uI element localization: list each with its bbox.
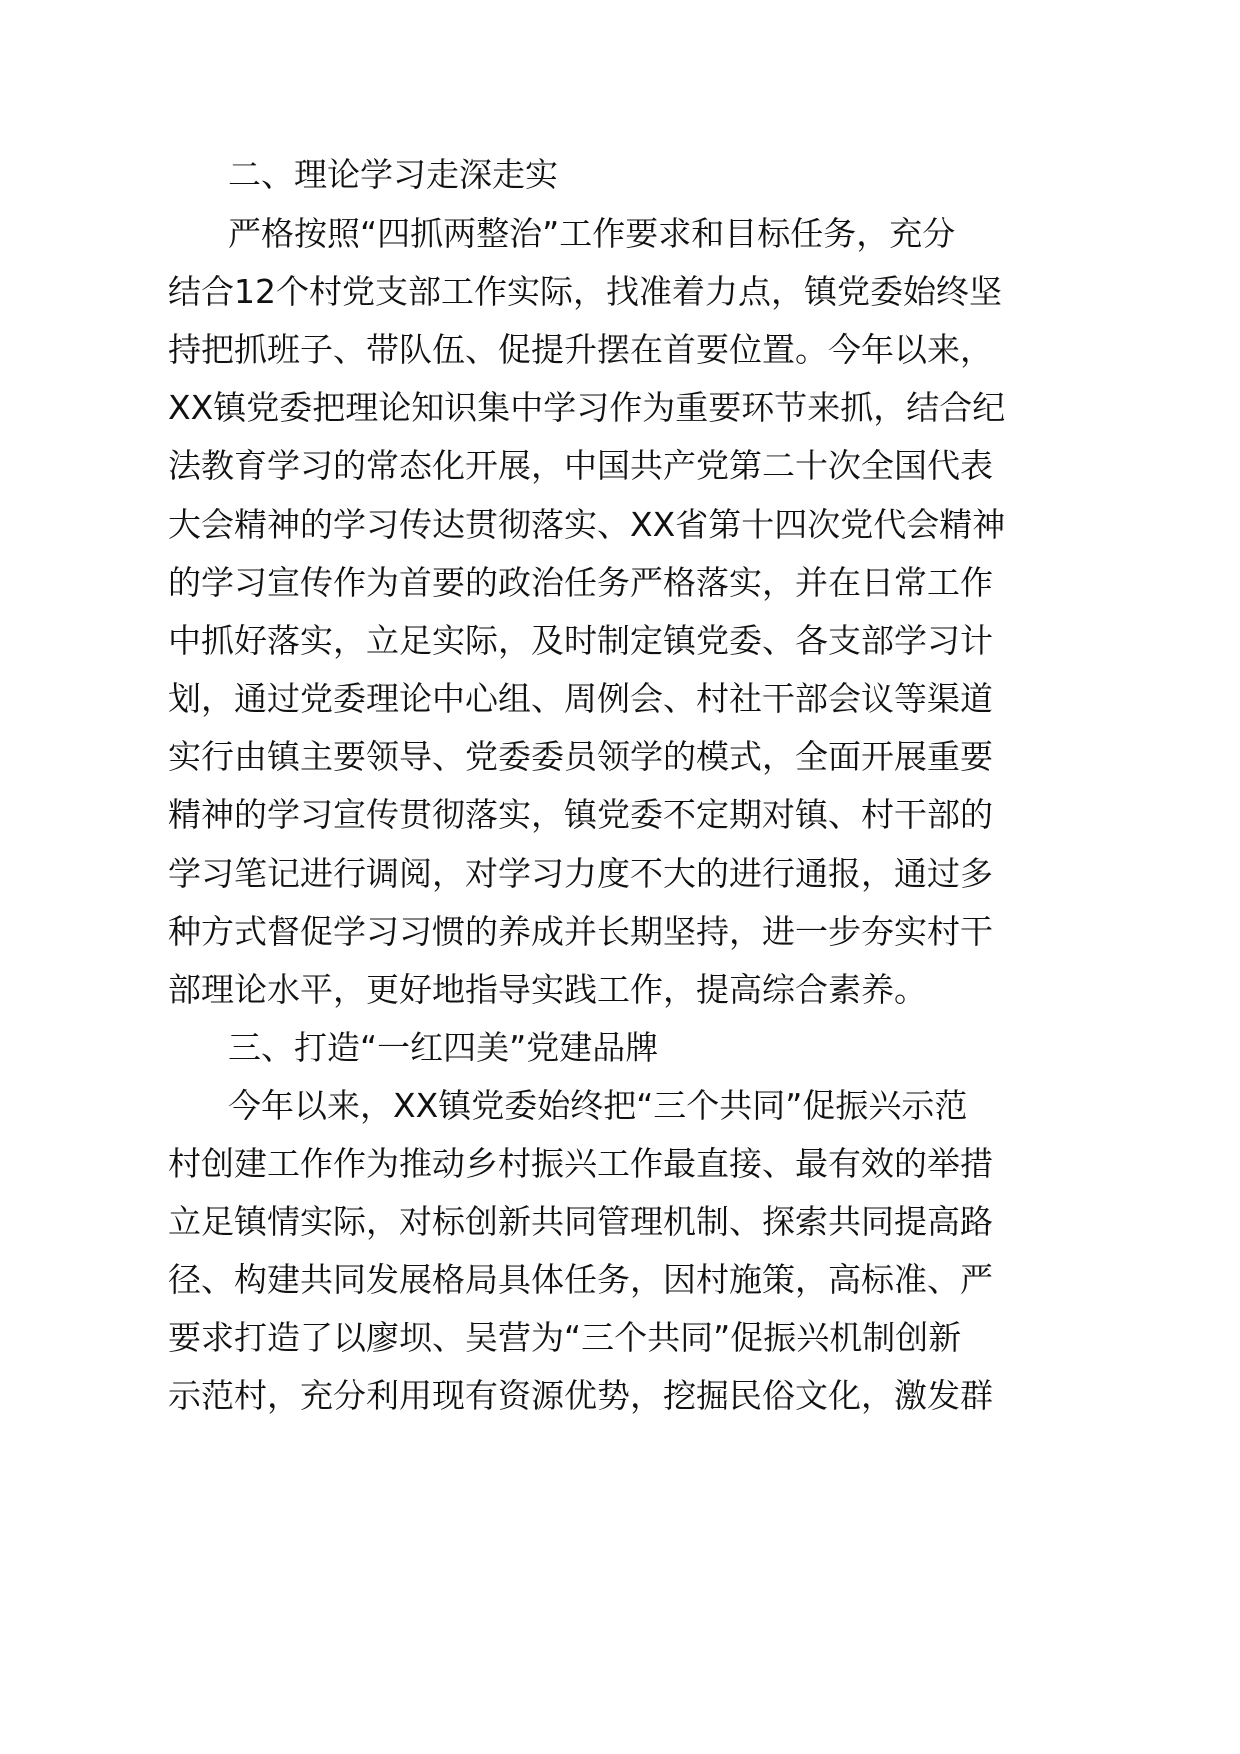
paragraph-line: 法教育学习的常态化开展，中国共产党第二十次全国代表: [168, 446, 993, 485]
paragraph-line: 径、构建共同发展格局具体任务，因村施策，高标准、严: [168, 1260, 993, 1299]
section-heading-2: 二、理论学习走深走实: [228, 155, 558, 194]
section-heading-3: 三、打造“一红四美”党建品牌: [228, 1028, 659, 1067]
paragraph-line: 精神的学习宣传贯彻落实，镇党委不定期对镇、村干部的: [168, 795, 993, 834]
paragraph-line: 要求打造了以廖坝、吴营为“三个共同”促振兴机制创新: [168, 1318, 962, 1357]
paragraph-line: 示范村，充分利用现有资源优势，挖掘民俗文化，激发群: [168, 1376, 993, 1415]
paragraph-line: 学习笔记进行调阅，对学习力度不大的进行通报，通过多: [168, 854, 993, 893]
paragraph-line: 严格按照“四抓两整治”工作要求和目标任务，充分: [228, 214, 956, 253]
paragraph-line: 结合12个村党支部工作实际，找准着力点，镇党委始终坚: [168, 272, 1002, 311]
paragraph-line: 划，通过党委理论中心组、周例会、村社干部会议等渠道: [168, 679, 993, 718]
paragraph-line: XX镇党委把理论知识集中学习作为重要环节来抓，结合纪: [168, 388, 1006, 427]
paragraph-line: 持把抓班子、带队伍、促提升摆在首要位置。今年以来，: [168, 330, 993, 369]
paragraph-line: 种方式督促学习习惯的养成并长期坚持，进一步夯实村干: [168, 912, 993, 951]
paragraph-line: 的学习宣传作为首要的政治任务严格落实，并在日常工作: [168, 563, 993, 602]
paragraph-line: 实行由镇主要领导、党委委员领学的模式，全面开展重要: [168, 737, 993, 776]
paragraph-line: 大会精神的学习传达贯彻落实、XX省第十四次党代会精神: [168, 505, 1006, 544]
paragraph-line: 今年以来，XX镇党委始终把“三个共同”促振兴示范: [228, 1086, 968, 1125]
paragraph-line: 立足镇情实际，对标创新共同管理机制、探索共同提高路: [168, 1202, 993, 1241]
paragraph-line: 村创建工作作为推动乡村振兴工作最直接、最有效的举措: [168, 1144, 993, 1183]
paragraph-line: 中抓好落实，立足实际，及时制定镇党委、各支部学习计: [168, 621, 993, 660]
paragraph-line: 部理论水平，更好地指导实践工作，提高综合素养。: [168, 970, 927, 1009]
